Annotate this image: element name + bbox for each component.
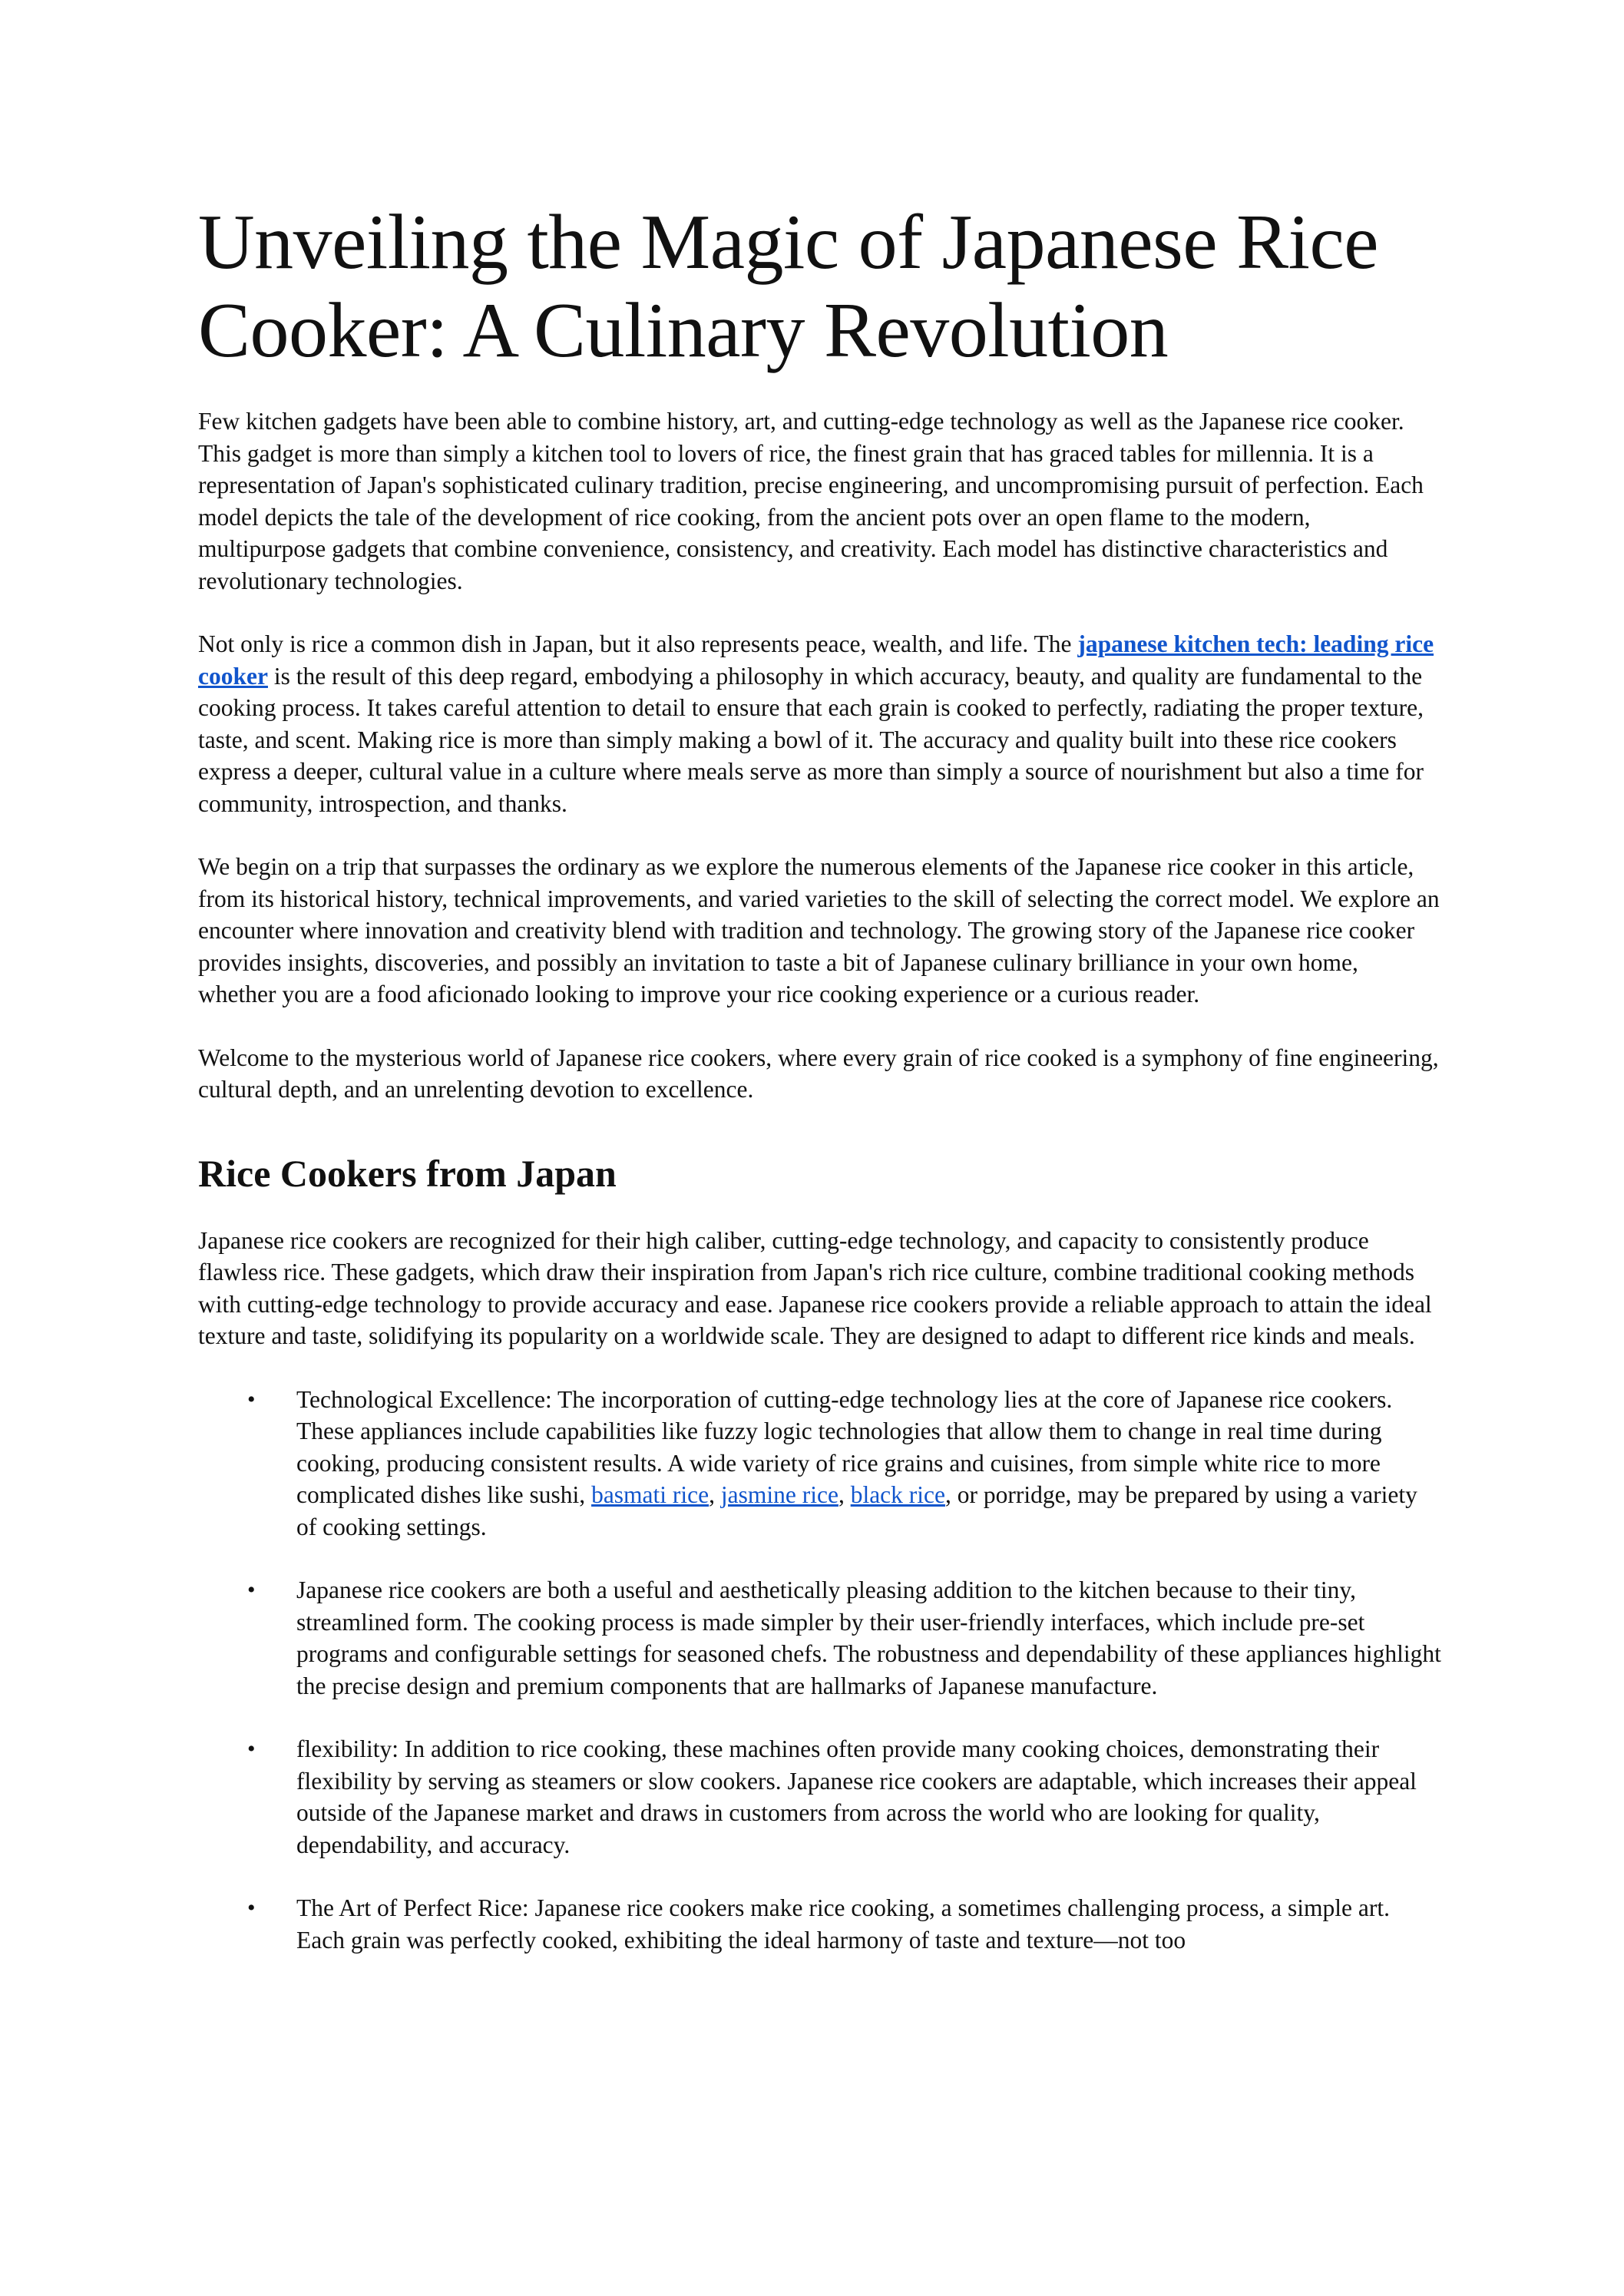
- bullet-icon: •: [247, 1577, 256, 1603]
- section-paragraph-1: Japanese rice cookers are recognized for their high caliber, cutting-edge technology, and capacity to consistently produce flawless rice. These gadgets, which draw their inspiration from Japan's rich rice culture, combine traditional cooking methods with cutting-edge technology to provide accuracy and ease. Japanese rice cookers provide a reliable approach to attain the ideal texture and taste, solidifying its popularity on a worldwide scale. They are designed to adapt to different rice kinds and meals.: [198, 1226, 1432, 1349]
- intro-paragraph-2-start: Not only is rice a common dish in Japan, but it also represents peace, wealth, and life. The: [198, 630, 1078, 657]
- jasmine-rice-link[interactable]: jasmine rice: [720, 1481, 838, 1508]
- bullet-icon: •: [247, 1895, 256, 1921]
- feature-list: [198, 1384, 1442, 1957]
- list-item-design: [247, 1574, 1442, 1702]
- list-item-technological-excellence: [247, 1384, 1442, 1543]
- intro-paragraph-2: [198, 628, 1442, 819]
- list-item-text: Technological Excellence: The incorporation of cutting-edge technology lies at the core of Japanese rice cookers. These appliances include capabilities like fuzzy logic technologies that allow them to change in real time during cooking, producing consistent results. A wide variety of rice grains and cuisines, from simple white rice to more complicated dishes like sushi,: [296, 1385, 1393, 1508]
- section-heading: Rice Cookers from Japan: [198, 1151, 617, 1195]
- list-item-flexibility: [247, 1733, 1442, 1861]
- intro-paragraph-2-end: is the result of this deep regard, embodying a philosophy in which accuracy, beauty, and quality are fundamental to the cooking process. It takes careful attention to detail to ensure that each grain is cooked to perfectly, radiating the proper texture, taste, and scent. Making rice is more than simply making a bowl of it. The accuracy and quality built into these rice cookers express a deeper, cultural value in a culture where meals serve as more than simply a source of nourishment but also a time for community, introspection, and thanks.: [198, 662, 1424, 817]
- document-page: [198, 198, 1442, 1987]
- black-rice-link[interactable]: black rice: [850, 1481, 945, 1508]
- page-title: Unveiling the Magic of Japanese Rice Cooker: A Culinary Revolution: [198, 199, 1379, 374]
- basmati-rice-link[interactable]: basmati rice: [591, 1481, 709, 1508]
- rice-cooker-link[interactable]: japanese kitchen tech: leading rice cooker: [198, 630, 1434, 690]
- list-item-text: flexibility: In addition to rice cooking, these machines often provide many cooking choices, demonstrating their flexibility by serving as steamers or slow cookers. Japanese rice cookers are adaptable, which increases their appeal outside of the Japanese market and draws in customers from across the world who are looking for quality, dependability, and accuracy.: [296, 1735, 1417, 1858]
- separator: ,: [838, 1481, 851, 1508]
- list-item-text: Japanese rice cookers are both a useful and aesthetically pleasing addition to the kitchen because to their tiny, streamlined form. The cooking process is made simpler by their user-friendly interfaces, which include pre-set programs and configurable settings for seasoned chefs. The robustness and dependability of these appliances highlight the precise design and premium components that are hallmarks of Japanese manufacture.: [296, 1576, 1441, 1699]
- separator: ,: [709, 1481, 721, 1508]
- intro-paragraph-1: Few kitchen gadgets have been able to combine history, art, and cutting-edge technology as well as the Japanese rice cooker. This gadget is more than simply a kitchen tool to lovers of rice, the finest grain that has graced tables for millennia. It is a representation of Japan's sophisticated culinary tradition, precise engineering, and uncompromising pursuit of perfection. Each model depicts the tale of the development of rice cooking, from the ancient pots over an open flame to the modern, multipurpose gadgets that combine convenience, consistency, and creativity. Each model has distinctive characteristics and revolutionary technologies.: [198, 408, 1424, 594]
- intro-paragraph-4: Welcome to the mysterious world of Japanese rice cookers, where every grain of rice cooked is a symphony of fine engineering, cultural depth, and an unrelenting devotion to excellence.: [198, 1044, 1439, 1103]
- bullet-icon: •: [247, 1386, 256, 1412]
- bullet-icon: •: [247, 1736, 256, 1762]
- list-item-text-end: , or porridge, may be prepared by using a variety of cooking settings.: [296, 1481, 1417, 1540]
- list-item-text: The Art of Perfect Rice: Japanese rice cookers make rice cooking, a sometimes challenging process, a simple art. Each grain was perfectly cooked, exhibiting the ideal harmony of taste and texture—not too: [296, 1894, 1390, 1954]
- list-item-perfect-rice: [247, 1892, 1442, 1956]
- intro-paragraph-3: We begin on a trip that surpasses the ordinary as we explore the numerous elements of the Japanese rice cooker in this article, from its historical history, technical improvements, and varied varieties to the skill of selecting the correct model. We explore an encounter where innovation and creativity blend with tradition and technology. The growing story of the Japanese rice cooker provides insights, discoveries, and possibly an invitation to taste a bit of Japanese culinary brilliance in your own home, whether you are a food aficionado looking to improve your rice cooking experience or a curious reader.: [198, 853, 1440, 1007]
